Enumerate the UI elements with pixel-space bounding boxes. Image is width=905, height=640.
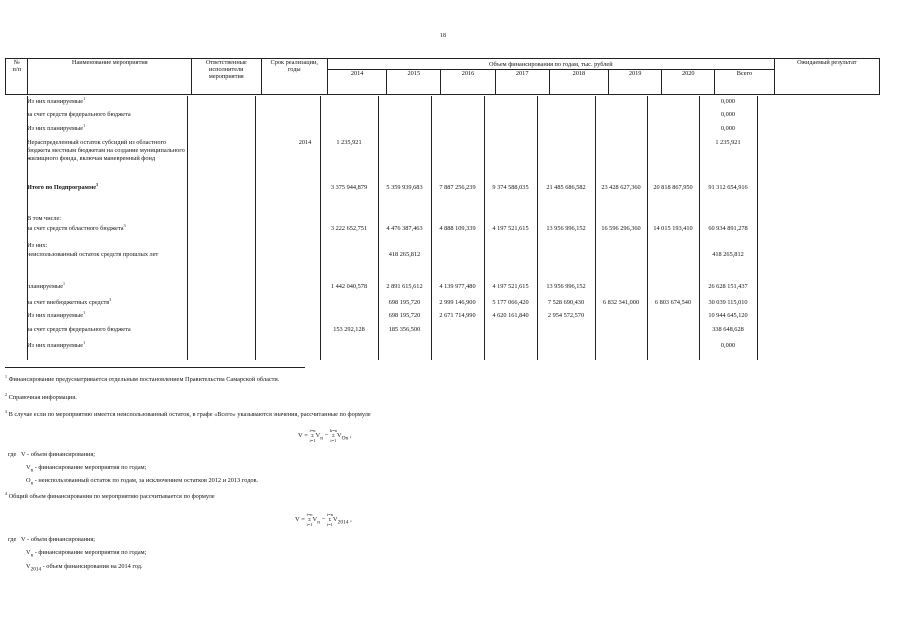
- where1-on: $O_n$ - неиспользованный остаток по годам, за исключением остатков 2012 и 2013 годов.: [26, 477, 259, 487]
- row-year-value: 6 803 674,540: [654, 299, 692, 306]
- footnote-mark: 1: [83, 339, 86, 345]
- header-year-2018: 2018: [549, 70, 608, 95]
- row-year-value: 13 956 996,152: [546, 225, 586, 232]
- footnote-mark: 1: [83, 309, 86, 315]
- footnote-1: $^1$ Финансирование предусматривается отдельным постановлением Правительства Самарской области.: [5, 373, 280, 383]
- row-year-value: 3 222 652,751: [330, 225, 368, 232]
- header-term: Срок реализации, годы: [261, 59, 327, 95]
- row-name: Из них планируемые$^1$: [27, 309, 86, 319]
- footnote-4: $^4$ Общий объем финансирования по мероприятию рассчитывается по формуле: [5, 490, 215, 500]
- row-total-value: 0,000: [720, 98, 736, 105]
- row-year-value: 5 177 066,420: [492, 299, 529, 306]
- where2-v2014: $V_{2014}$ - объем финансирования на 2014 год.: [26, 563, 143, 573]
- header-total: Всего: [715, 70, 774, 95]
- row-name: за счет средств областного бюджета$^3$: [27, 222, 126, 232]
- row-year-value: 13 956 996,152: [546, 283, 586, 290]
- header-exec: Ответственные исполнители мероприятия: [192, 59, 262, 95]
- row-year-value: 153 292,128: [333, 326, 365, 333]
- row-name: за счет средств федерального бюджета: [27, 111, 131, 118]
- row-year-value: 1 235,921: [336, 139, 362, 146]
- footnote-mark: 1: [83, 95, 86, 101]
- formula-remaining: V = i=n Σ i=1 $V_n$ − k=n Σ i=1 $V_{On}$ ,: [298, 428, 352, 443]
- row-name: Из них:: [27, 242, 48, 249]
- row-year-value: 4 888 109,339: [439, 225, 476, 232]
- row-name: Из них планируемые$^1$: [27, 122, 86, 132]
- row-year-value: 418 265,812: [388, 251, 421, 258]
- where1-vn: $V_n$ - финансирование мероприятия по годам;: [26, 464, 147, 474]
- row-year-value: 2 954 572,570: [547, 312, 585, 319]
- footnote-mark: 3: [109, 296, 112, 302]
- header-num: № п/п: [6, 59, 28, 95]
- row-year-value: 2 999 146,900: [439, 299, 476, 306]
- row-name: неиспользованный остаток средств прошлых лет: [27, 251, 159, 258]
- where2-vn: $V_n$ - финансирование мероприятия по годам;: [26, 549, 147, 559]
- header-year-2014: 2014: [327, 70, 386, 95]
- header-year-2020: 2020: [662, 70, 715, 95]
- row-name: Нераспределенный остаток субсидий из областного бюджета местным бюджетам на создание муниципального жилищного фонда, включая маневренный фонд: [27, 139, 185, 162]
- row-year-value: 3 375 944,879: [330, 184, 368, 191]
- row-year-value: 2 671 714,990: [439, 312, 476, 319]
- financing-table-header: [5, 58, 880, 95]
- row-total-value: 26 628 151,437: [708, 283, 748, 290]
- row-year-value: 16 596 296,360: [601, 225, 641, 232]
- footnote-3: $^3$ В случае если по мероприятию имеется неиспользованный остаток, в графе «Всего» указываются значения, рассчитанные по формуле: [5, 408, 371, 418]
- page-number: 18: [440, 33, 446, 39]
- row-term: 2014: [298, 139, 312, 146]
- row-year-value: 4 197 521,615: [492, 225, 529, 232]
- row-year-value: 698 195,720: [388, 299, 421, 306]
- row-name: за счет средств федерального бюджета: [27, 326, 131, 333]
- row-year-value: 698 195,720: [388, 312, 421, 319]
- row-year-value: 2 891 615,612: [386, 283, 423, 290]
- row-year-value: 185 356,500: [388, 326, 421, 333]
- row-year-value: 7 528 690,430: [547, 299, 585, 306]
- row-year-value: 4 139 977,480: [439, 283, 476, 290]
- row-total-value: 60 934 891,278: [708, 225, 748, 232]
- footnote-mark: 3: [96, 181, 99, 187]
- row-year-value: 1 442 040,578: [330, 283, 368, 290]
- footnote-mark: 1: [62, 280, 65, 286]
- row-name: В том числе:: [27, 215, 62, 222]
- row-name: планируемые$^1$: [27, 280, 65, 290]
- row-total-value: 418 265,812: [712, 251, 744, 258]
- footnote-mark: 1: [83, 122, 86, 128]
- financing-table-body: [5, 96, 880, 360]
- row-year-value: 4 620 161,840: [492, 312, 529, 319]
- row-year-value: 20 818 867,950: [653, 184, 693, 191]
- row-year-value: 21 485 686,582: [546, 184, 586, 191]
- row-total-value: 338 648,628: [712, 326, 744, 333]
- row-name: Итого по Подпрограмме$^3$: [27, 181, 99, 191]
- header-year-2016: 2016: [441, 70, 495, 95]
- row-total-value: 0,000: [720, 125, 736, 132]
- row-name: Из них планируемые$^1$: [27, 95, 86, 105]
- row-year-value: 6 832 341,000: [602, 299, 640, 306]
- column-divider: [757, 96, 758, 360]
- where1-v: где V - объем финансирования;: [8, 451, 96, 458]
- row-total-value: 30 039 115,010: [708, 299, 748, 306]
- row-year-value: 14 015 193,410: [653, 225, 693, 232]
- header-year-2015: 2015: [387, 70, 441, 95]
- column-divider: [187, 96, 188, 360]
- footnote-mark: 3: [123, 222, 126, 228]
- header-year-2017: 2017: [495, 70, 549, 95]
- row-total-value: 10 944 645,120: [708, 312, 748, 319]
- header-year-2019: 2019: [609, 70, 662, 95]
- formula-total: V = i=n Σ i=1 $V_n$ − i=n Σ i=1 $V_{2014}$ ,: [295, 512, 352, 527]
- footnote-2: $^2$ Справочная информация.: [5, 391, 77, 401]
- row-total-value: 1 235,921: [715, 139, 741, 146]
- row-total-value: 91 312 654,916: [708, 184, 748, 191]
- row-year-value: 23 428 627,360: [601, 184, 641, 191]
- row-name: за счет внебюджетных средств$^3$: [27, 296, 112, 306]
- header-name: Наименование мероприятия: [28, 59, 192, 95]
- row-year-value: 4 476 387,463: [386, 225, 423, 232]
- row-total-value: 0,000: [720, 111, 736, 118]
- row-year-value: 4 197 521,615: [492, 283, 529, 290]
- header-result: Ожидаемый результат: [774, 59, 879, 95]
- footnote-separator: [5, 367, 305, 368]
- row-year-value: 5 359 939,683: [386, 184, 423, 191]
- column-divider: [255, 96, 256, 360]
- row-total-value: 0,000: [720, 342, 736, 349]
- row-name: Из них планируемые$^1$: [27, 339, 86, 349]
- header-volume: Объем финансирования по годам, тыс. рублей: [327, 59, 774, 70]
- row-year-value: 7 887 256,239: [439, 184, 476, 191]
- row-year-value: 9 374 588,035: [492, 184, 529, 191]
- where2-v: где V - объем финансирования;: [8, 536, 96, 543]
